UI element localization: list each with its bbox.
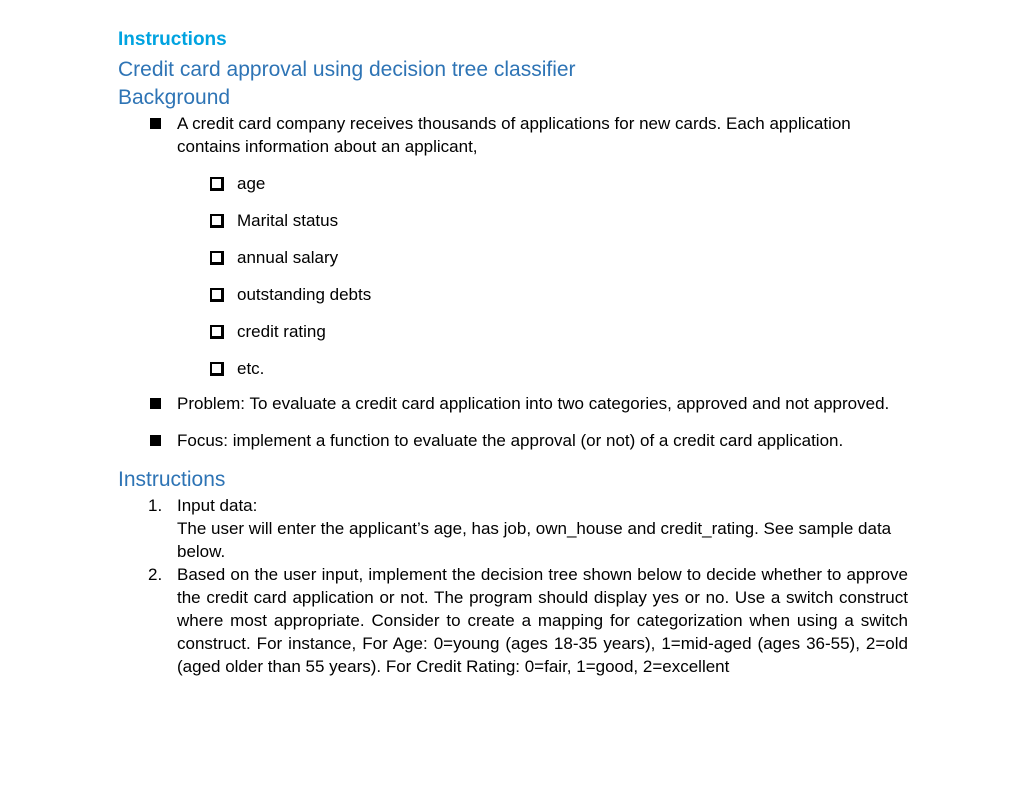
- bullet-item: [118, 429, 908, 452]
- document-subtitle: Credit card approval using decision tree classifier: [118, 58, 576, 81]
- square-bullet-icon: [150, 118, 161, 129]
- item-body: Based on the user input, implement the decision tree shown below to decide whether to approve the credit card application or not. The program should display yes or no. Use a switch construct where most appropriate. Consider to create a mapping for categorization when using a switch construct. For instance, For Age: 0=young (ages 18-35 years), 1=mid-aged (ages 36-55), 2=old (aged older than 55 years). For Credit Rating: 0=fair, 1=good, 2=excellent: [177, 565, 908, 676]
- document: [118, 28, 908, 678]
- checklist-item: Marital status: [177, 209, 908, 232]
- square-bullet-icon: [150, 398, 161, 409]
- item-number: 2.: [148, 565, 163, 584]
- bullet-text: Problem: To evaluate a credit card application into two categories, approved and not approved.: [177, 394, 890, 413]
- bullet-text: A credit card company receives thousands of applications for new cards. Each application contains information about an applicant,: [177, 114, 851, 156]
- applicant-info-checklist: [177, 172, 908, 380]
- background-heading: Background: [118, 86, 231, 109]
- numbered-item: [118, 563, 908, 678]
- checklist-item: credit rating: [177, 320, 908, 343]
- checklist-item: etc.: [177, 357, 908, 380]
- checklist-item: outstanding debts: [177, 283, 908, 306]
- checkbox-bullet-icon: [210, 362, 224, 376]
- item-body: The user will enter the applicant’s age, has job, own_house and credit_rating. See sample data below.: [177, 519, 892, 561]
- bullet-item: [118, 112, 908, 380]
- bullet-text: Focus: implement a function to evaluate the approval (or not) of a credit card application.: [177, 431, 844, 450]
- checkbox-bullet-icon: [210, 325, 224, 339]
- background-bullets: [118, 112, 908, 452]
- checkbox-bullet-icon: [210, 177, 224, 191]
- item-title: Input data:: [177, 496, 258, 515]
- checklist-item: age: [177, 172, 908, 195]
- item-number: 1.: [148, 496, 163, 515]
- checkbox-bullet-icon: [210, 214, 224, 228]
- document-title: Instructions: [118, 29, 227, 50]
- numbered-item: [118, 494, 908, 563]
- square-bullet-icon: [150, 435, 161, 446]
- checkbox-bullet-icon: [210, 251, 224, 265]
- bullet-item: [118, 392, 908, 415]
- instructions-list: [118, 494, 908, 678]
- instructions-heading: Instructions: [118, 468, 226, 491]
- checkbox-bullet-icon: [210, 288, 224, 302]
- checklist-item: annual salary: [177, 246, 908, 269]
